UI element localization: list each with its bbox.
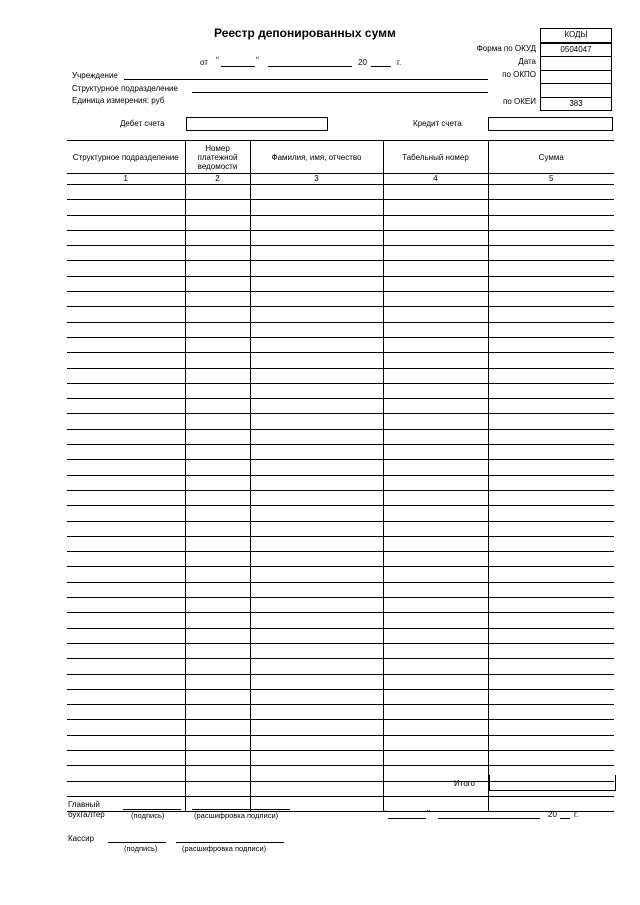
table-cell[interactable] xyxy=(67,705,185,720)
table-row xyxy=(67,598,614,613)
table-cell[interactable] xyxy=(488,720,614,735)
chief-decoding-field[interactable] xyxy=(192,809,290,810)
table-cell[interactable] xyxy=(185,307,250,322)
table-row xyxy=(67,521,614,536)
table-cell[interactable] xyxy=(488,383,614,398)
table-cell[interactable] xyxy=(383,506,488,521)
table-cell[interactable] xyxy=(67,613,185,628)
table-cell[interactable] xyxy=(67,735,185,750)
table-cell[interactable] xyxy=(250,521,383,536)
okei-label: по ОКЕИ xyxy=(503,97,536,106)
table-cell[interactable] xyxy=(383,720,488,735)
table-cell[interactable] xyxy=(67,475,185,490)
table-cell[interactable] xyxy=(250,490,383,505)
table-cell[interactable] xyxy=(383,521,488,536)
table-cell[interactable] xyxy=(185,643,250,658)
date-year-field[interactable] xyxy=(371,66,391,67)
table-cell[interactable] xyxy=(67,659,185,674)
table-cell[interactable] xyxy=(488,368,614,383)
col-header-payroll-number: Номер платежной ведомости xyxy=(185,141,250,174)
table-cell[interactable] xyxy=(250,383,383,398)
table-cell[interactable] xyxy=(383,200,488,215)
table-cell[interactable] xyxy=(185,582,250,597)
table-cell[interactable] xyxy=(67,460,185,475)
table-cell[interactable] xyxy=(250,307,383,322)
debit-account-field[interactable] xyxy=(186,117,328,131)
sign-date-year-field[interactable] xyxy=(560,818,570,819)
table-cell[interactable] xyxy=(185,567,250,582)
table-cell[interactable] xyxy=(250,689,383,704)
page-title: Реестр депонированных сумм xyxy=(214,26,396,40)
col-header-amount: Сумма xyxy=(488,141,614,174)
table-cell[interactable] xyxy=(383,383,488,398)
table-cell[interactable] xyxy=(67,292,185,307)
department-field[interactable] xyxy=(192,92,488,93)
table-cell[interactable] xyxy=(383,567,488,582)
table-row xyxy=(67,246,614,261)
table-cell[interactable] xyxy=(67,506,185,521)
table-cell[interactable] xyxy=(185,506,250,521)
table-cell[interactable] xyxy=(383,689,488,704)
table-row xyxy=(67,689,614,704)
table-cell[interactable] xyxy=(250,643,383,658)
table-cell[interactable] xyxy=(488,200,614,215)
table-cell[interactable] xyxy=(67,689,185,704)
table-cell[interactable] xyxy=(250,705,383,720)
table-cell[interactable] xyxy=(488,552,614,567)
sign-date-year-label: 20 xyxy=(548,810,557,819)
table-cell[interactable] xyxy=(488,750,614,765)
table-cell[interactable] xyxy=(250,399,383,414)
table-cell[interactable] xyxy=(67,353,185,368)
table-cell[interactable] xyxy=(250,735,383,750)
table-row xyxy=(67,506,614,521)
table-cell[interactable] xyxy=(250,613,383,628)
col-number: 2 xyxy=(185,174,250,185)
table-cell[interactable] xyxy=(383,598,488,613)
table-cell[interactable] xyxy=(67,766,185,781)
table-cell[interactable] xyxy=(383,215,488,230)
table-cell[interactable] xyxy=(185,353,250,368)
table-cell[interactable] xyxy=(250,460,383,475)
col-header-department: Структурное подразделение xyxy=(67,141,185,174)
table-cell[interactable] xyxy=(67,383,185,398)
table-cell[interactable] xyxy=(488,414,614,429)
table-row xyxy=(67,490,614,505)
table-cell[interactable] xyxy=(250,246,383,261)
table-cell[interactable] xyxy=(488,521,614,536)
table-row xyxy=(67,322,614,337)
table-row xyxy=(67,230,614,245)
table-cell[interactable] xyxy=(185,460,250,475)
table-cell[interactable] xyxy=(488,322,614,337)
okud-code[interactable]: 0504047 xyxy=(541,43,611,58)
table-cell[interactable] xyxy=(488,674,614,689)
col-number: 4 xyxy=(383,174,488,185)
table-cell[interactable] xyxy=(250,582,383,597)
table-cell[interactable] xyxy=(250,628,383,643)
table-cell[interactable] xyxy=(488,246,614,261)
table-cell[interactable] xyxy=(67,536,185,551)
table-cell[interactable] xyxy=(67,276,185,291)
table-cell[interactable] xyxy=(383,490,488,505)
chief-signature-hint: (подпись) xyxy=(131,811,165,820)
table-cell[interactable] xyxy=(185,414,250,429)
table-row xyxy=(67,368,614,383)
table-cell[interactable] xyxy=(383,261,488,276)
table-cell[interactable] xyxy=(250,414,383,429)
table-cell[interactable] xyxy=(250,445,383,460)
table-cell[interactable] xyxy=(67,445,185,460)
date-code-label: Дата xyxy=(518,57,536,66)
table-cell[interactable] xyxy=(250,292,383,307)
table-row xyxy=(67,261,614,276)
cashier-label: Кассир xyxy=(68,834,95,843)
table-cell[interactable] xyxy=(185,230,250,245)
table-cell[interactable] xyxy=(250,536,383,551)
table-cell[interactable] xyxy=(488,292,614,307)
credit-label: Кредит счета xyxy=(413,119,462,128)
table-cell[interactable] xyxy=(383,414,488,429)
table-cell[interactable] xyxy=(383,536,488,551)
table-cell[interactable] xyxy=(67,720,185,735)
table-cell[interactable] xyxy=(67,567,185,582)
table-cell[interactable] xyxy=(488,215,614,230)
table-cell[interactable] xyxy=(383,628,488,643)
table-cell[interactable] xyxy=(185,735,250,750)
table-cell[interactable] xyxy=(383,475,488,490)
table-cell[interactable] xyxy=(383,399,488,414)
date-day-field[interactable] xyxy=(221,66,255,67)
table-cell[interactable] xyxy=(185,200,250,215)
cashier-decoding-hint: (расшифровка подписи) xyxy=(182,844,267,853)
date-month-field[interactable] xyxy=(268,66,352,67)
table-cell[interactable] xyxy=(185,322,250,337)
table-cell[interactable] xyxy=(488,705,614,720)
table-cell[interactable] xyxy=(67,781,185,796)
table-cell[interactable] xyxy=(67,521,185,536)
table-cell[interactable] xyxy=(383,185,488,200)
table-cell[interactable] xyxy=(488,613,614,628)
table-cell[interactable] xyxy=(383,276,488,291)
table-cell[interactable] xyxy=(185,628,250,643)
blank-code[interactable] xyxy=(541,84,611,98)
okpo-code[interactable] xyxy=(541,71,611,85)
total-label: Итого xyxy=(454,779,475,788)
date-from-label: от xyxy=(200,58,208,67)
table-row xyxy=(67,399,614,414)
table-cell[interactable] xyxy=(488,307,614,322)
table-cell[interactable] xyxy=(488,643,614,658)
table-cell[interactable] xyxy=(488,659,614,674)
table-cell[interactable] xyxy=(250,720,383,735)
cashier-signature-hint: (подпись) xyxy=(124,844,158,853)
sign-date-quote-open: " xyxy=(383,809,386,818)
table-cell[interactable] xyxy=(185,536,250,551)
table-cell[interactable] xyxy=(185,383,250,398)
table-cell[interactable] xyxy=(250,353,383,368)
table-row xyxy=(67,460,614,475)
sign-date-quote-close: " xyxy=(427,809,430,818)
table-cell[interactable] xyxy=(185,185,250,200)
table-cell[interactable] xyxy=(250,322,383,337)
table-cell[interactable] xyxy=(383,292,488,307)
debit-label: Дебет счета xyxy=(120,119,165,128)
table-cell[interactable] xyxy=(383,460,488,475)
table-cell[interactable] xyxy=(250,552,383,567)
okud-label: Форма по ОКУД xyxy=(476,44,536,53)
col-header-personnel-number: Табельный номер xyxy=(383,141,488,174)
table-row xyxy=(67,720,614,735)
total-amount-field[interactable] xyxy=(489,775,616,791)
table-cell[interactable] xyxy=(185,766,250,781)
table-cell[interactable] xyxy=(250,368,383,383)
sign-date-day-field[interactable] xyxy=(388,818,426,819)
table-cell[interactable] xyxy=(250,506,383,521)
table-cell[interactable] xyxy=(185,750,250,765)
table-cell[interactable] xyxy=(488,567,614,582)
table-cell[interactable] xyxy=(67,429,185,444)
date-year-label: 20 xyxy=(358,58,367,67)
chief-decoding-hint: (расшифровка подписи) xyxy=(194,811,279,820)
table-cell[interactable] xyxy=(67,200,185,215)
table-row xyxy=(67,337,614,352)
table-cell[interactable] xyxy=(185,292,250,307)
table-cell[interactable] xyxy=(185,552,250,567)
unit-label: Единица измерения: руб xyxy=(72,96,165,105)
table-row xyxy=(67,276,614,291)
table-cell[interactable] xyxy=(67,598,185,613)
table-cell[interactable] xyxy=(185,659,250,674)
table-cell[interactable] xyxy=(250,781,383,796)
table-cell[interactable] xyxy=(67,322,185,337)
table-cell[interactable] xyxy=(67,337,185,352)
table-cell[interactable] xyxy=(383,307,488,322)
table-cell[interactable] xyxy=(383,246,488,261)
table-row xyxy=(67,353,614,368)
table-cell[interactable] xyxy=(250,185,383,200)
table-cell[interactable] xyxy=(488,536,614,551)
deposit-table xyxy=(67,140,614,812)
table-row xyxy=(67,445,614,460)
table-cell[interactable] xyxy=(67,674,185,689)
table-cell[interactable] xyxy=(67,246,185,261)
chief-accountant-label: Главный бухгалтер xyxy=(68,800,105,819)
cashier-decoding-field[interactable] xyxy=(176,842,284,843)
table-cell[interactable] xyxy=(67,750,185,765)
table-row xyxy=(67,750,614,765)
table-cell[interactable] xyxy=(250,276,383,291)
table-cell[interactable] xyxy=(185,475,250,490)
table-cell[interactable] xyxy=(185,613,250,628)
table-cell[interactable] xyxy=(383,368,488,383)
table-row xyxy=(67,705,614,720)
table-row xyxy=(67,307,614,322)
table-cell[interactable] xyxy=(488,429,614,444)
table-row xyxy=(67,643,614,658)
table-row xyxy=(67,475,614,490)
table-cell[interactable] xyxy=(383,613,488,628)
table-cell[interactable] xyxy=(488,230,614,245)
table-cell[interactable] xyxy=(67,490,185,505)
col-number: 1 xyxy=(67,174,185,185)
table-cell[interactable] xyxy=(383,674,488,689)
table-cell[interactable] xyxy=(383,659,488,674)
table-cell[interactable] xyxy=(250,337,383,352)
table-cell[interactable] xyxy=(67,368,185,383)
institution-label: Учреждение xyxy=(72,71,118,80)
okei-code[interactable]: 383 xyxy=(569,98,583,108)
table-cell[interactable] xyxy=(250,750,383,765)
table-cell[interactable] xyxy=(488,276,614,291)
table-cell[interactable] xyxy=(488,490,614,505)
table-cell[interactable] xyxy=(185,337,250,352)
table-cell[interactable] xyxy=(488,353,614,368)
table-cell[interactable] xyxy=(383,230,488,245)
table-cell[interactable] xyxy=(67,230,185,245)
table-cell[interactable] xyxy=(488,185,614,200)
table-cell[interactable] xyxy=(488,735,614,750)
table-cell[interactable] xyxy=(67,185,185,200)
table-cell[interactable] xyxy=(488,689,614,704)
credit-account-field[interactable] xyxy=(488,117,613,131)
table-cell[interactable] xyxy=(383,445,488,460)
col-number: 3 xyxy=(250,174,383,185)
table-cell[interactable] xyxy=(488,628,614,643)
table-cell[interactable] xyxy=(250,659,383,674)
table-cell[interactable] xyxy=(383,337,488,352)
table-cell[interactable] xyxy=(185,276,250,291)
table-cell[interactable] xyxy=(250,674,383,689)
table-cell[interactable] xyxy=(185,368,250,383)
table-cell[interactable] xyxy=(383,705,488,720)
table-cell[interactable] xyxy=(250,567,383,582)
table-cell[interactable] xyxy=(67,307,185,322)
table-cell[interactable] xyxy=(383,582,488,597)
table-row xyxy=(67,582,614,597)
codes-box xyxy=(540,28,612,111)
table-cell[interactable] xyxy=(250,261,383,276)
table-row xyxy=(67,613,614,628)
cashier-signature-field[interactable] xyxy=(108,842,166,843)
table-cell[interactable] xyxy=(67,261,185,276)
table-cell[interactable] xyxy=(250,598,383,613)
institution-field[interactable] xyxy=(124,79,488,80)
table-row xyxy=(67,735,614,750)
table-cell[interactable] xyxy=(67,628,185,643)
table-row xyxy=(67,185,614,200)
table-row xyxy=(67,536,614,551)
table-cell[interactable] xyxy=(185,521,250,536)
okpo-label: по ОКПО xyxy=(502,70,536,79)
date-code[interactable] xyxy=(541,57,611,71)
table-cell[interactable] xyxy=(383,735,488,750)
table-row xyxy=(67,429,614,444)
sign-date-year-suffix: г. xyxy=(574,810,579,819)
table-cell[interactable] xyxy=(185,261,250,276)
table-row xyxy=(67,215,614,230)
table-cell[interactable] xyxy=(67,414,185,429)
table-row xyxy=(67,552,614,567)
table-cell[interactable] xyxy=(185,445,250,460)
table-cell[interactable] xyxy=(383,552,488,567)
table-cell[interactable] xyxy=(250,230,383,245)
table-row xyxy=(67,414,614,429)
table-cell[interactable] xyxy=(185,246,250,261)
table-cell[interactable] xyxy=(67,582,185,597)
table-cell[interactable] xyxy=(185,720,250,735)
table-cell[interactable] xyxy=(488,445,614,460)
table-cell[interactable] xyxy=(185,215,250,230)
table-cell[interactable] xyxy=(488,582,614,597)
table-cell[interactable] xyxy=(383,429,488,444)
chief-signature-field[interactable] xyxy=(123,809,181,810)
department-label: Структурное подразделение xyxy=(72,84,178,93)
table-cell[interactable] xyxy=(488,598,614,613)
table-cell[interactable] xyxy=(185,490,250,505)
table-cell[interactable] xyxy=(250,429,383,444)
table-cell[interactable] xyxy=(185,399,250,414)
table-row xyxy=(67,567,614,582)
table-cell[interactable] xyxy=(67,552,185,567)
col-header-full-name: Фамилия, имя, отчество xyxy=(250,141,383,174)
table-cell[interactable] xyxy=(383,353,488,368)
table-row xyxy=(67,674,614,689)
table-cell[interactable] xyxy=(67,643,185,658)
table-cell[interactable] xyxy=(185,689,250,704)
table-cell[interactable] xyxy=(250,475,383,490)
table-cell[interactable] xyxy=(488,261,614,276)
table-cell[interactable] xyxy=(488,460,614,475)
table-cell[interactable] xyxy=(383,322,488,337)
table-cell[interactable] xyxy=(67,215,185,230)
table-cell[interactable] xyxy=(250,766,383,781)
table-cell[interactable] xyxy=(250,215,383,230)
table-cell[interactable] xyxy=(383,796,488,811)
table-cell[interactable] xyxy=(250,200,383,215)
date-year-suffix: г. xyxy=(397,58,402,67)
table-row xyxy=(67,659,614,674)
table-cell[interactable] xyxy=(488,337,614,352)
table-row xyxy=(67,200,614,215)
table-cell[interactable] xyxy=(185,598,250,613)
table-row xyxy=(67,292,614,307)
table-cell[interactable] xyxy=(488,475,614,490)
date-quote-open: " xyxy=(216,56,219,65)
table-row xyxy=(67,383,614,398)
table-cell[interactable] xyxy=(383,750,488,765)
table-cell[interactable] xyxy=(185,674,250,689)
sign-date-month-field[interactable] xyxy=(438,818,540,819)
col-number: 5 xyxy=(488,174,614,185)
table-cell[interactable] xyxy=(383,643,488,658)
table-cell[interactable] xyxy=(488,399,614,414)
table-cell[interactable] xyxy=(67,399,185,414)
table-cell[interactable] xyxy=(185,705,250,720)
table-cell[interactable] xyxy=(185,429,250,444)
codes-header: КОДЫ xyxy=(541,29,611,43)
table-row xyxy=(67,628,614,643)
table-cell[interactable] xyxy=(488,506,614,521)
date-quote-close: " xyxy=(256,56,259,65)
table-cell[interactable] xyxy=(185,781,250,796)
